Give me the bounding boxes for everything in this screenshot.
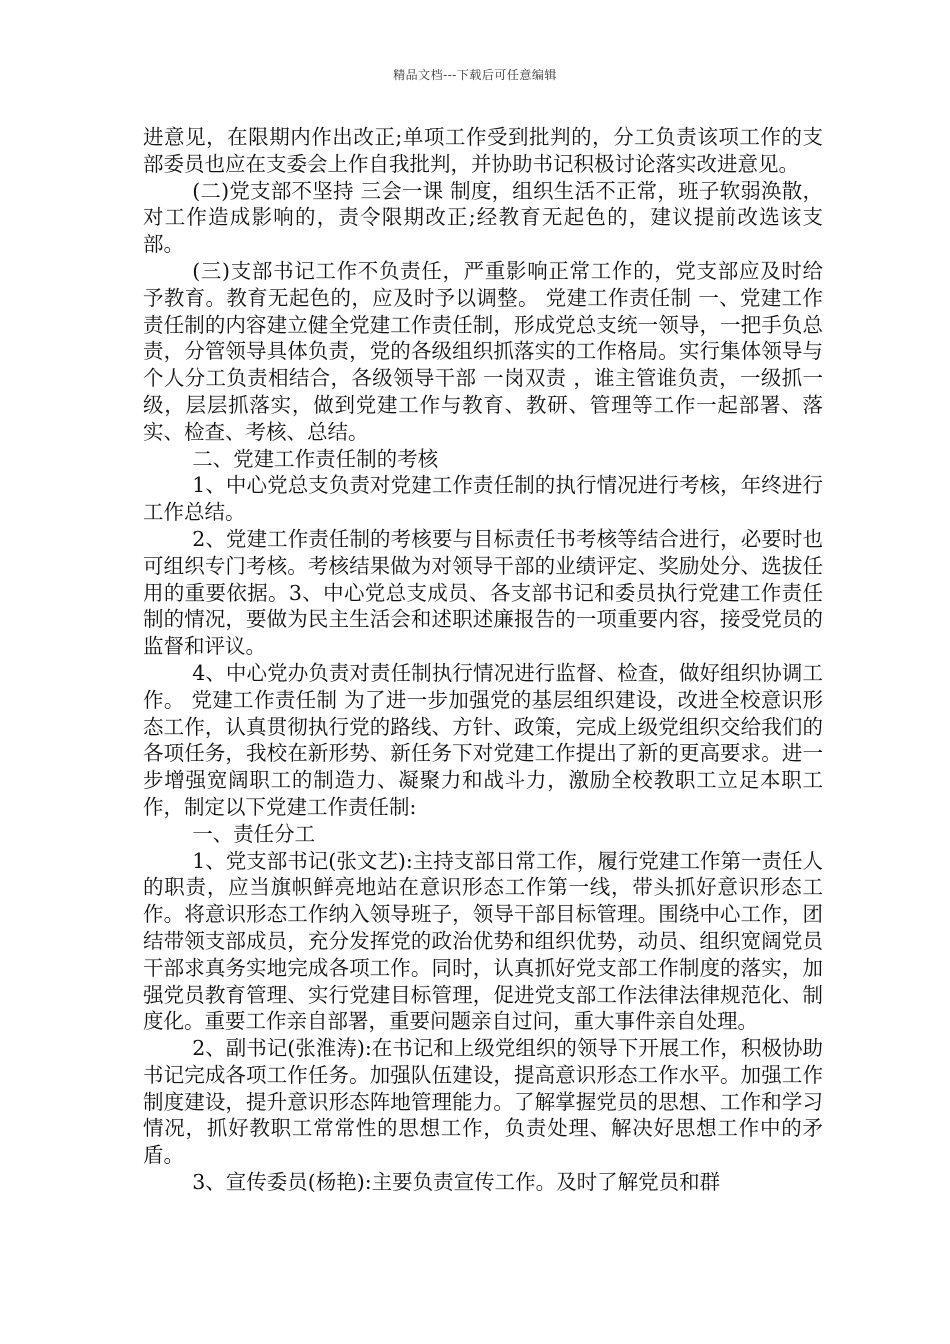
paragraph: 4、中心党办负责对责任制执行情况进行监督、检查，做好组织协调工作。 党建工作责任制 为了进一步加强党的基层组织建设，改进全校意识形态工作，认真贯彻执行党的路线、方针、政策，完成上级党组织交给我们的各项任务，我校在新形势、新任务下对党建工作提出了新的更高要求。进一步增强宽阔职工的制造力、凝聚力和战斗力，激励全校教职工立足本职工作，制定以下党建工作责任制: [143,660,823,819]
page-header: 精品文档---下载后可任意编辑 [393,68,557,82]
paragraph: 2、党建工作责任制的考核要与目标责任书考核等结合进行，必要时也可组织专门考核。考核结果做为对领导干部的业绩评定、奖励处分、选拔任用的重要依据。3、中心党总支成员、各支部书记和委员执行党建工作责任制的情况，要做为民主生活会和述职述廉报告的一项重要内容，接受党员的监督和评议。 [143,526,823,659]
paragraph: 1、中心党总支负责对党建工作责任制的执行情况进行考核，年终进行工作总结。 [143,473,823,525]
paragraph: 2、副书记(张淮涛):在书记和上级党组织的领导下开展工作，积极协助书记完成各项工作任务。加强队伍建设，提高意识形态工作水平。加强工作制度建设，提升意识形态阵地管理能力。了解掌握党员的思想、工作和学习情况，抓好教职工常常性的思想工作，负责处理、解决好思想工作中的矛盾。 [143,1036,823,1168]
paragraph: (二)党支部不坚持 三会一课 制度，组织生活不正常，班子软弱涣散，对工作造成影响的，责令限期改正;经教育无起色的，建议提前改选该支部。 [143,178,823,257]
paragraph: (三)支部书记工作不负责任，严重影响正常工作的，党支部应及时给予教育。教育无起色的，应及时予以调整。 党建工作责任制 一、党建工作责任制的内容建立健全党建工作责任制，形成党总支统一领导，一把手负总责，分管领导具体负责，党的各级组织抓落实的工作格局。实行集体领导与个人分工负责相结合，各级领导干部 一岗双责 ，谁主管谁负责，一级抓一级，层层抓落实，做到党建工作与教育、教研、管理等工作一起部署、落实、检查、考核、总结。 [143,258,823,444]
paragraph: 进意见，在限期内作出改正;单项工作受到批判的，分工负责该项工作的支部委员也应在支委会上作自我批判，并协助书记积极讨论落实改进意见。 [143,125,823,176]
paragraph: 1、党支部书记(张文艺):主持支部日常工作，履行党建工作第一责任人的职责，应当旗帜鲜亮地站在意识形态工作第一线，带头抓好意识形态工作。将意识形态工作纳入领导班子，领导干部目标管理。围绕中心工作，团结带领支部成员，充分发挥党的政治优势和组织优势，动员、组织宽阔党员干部求真务实地完成各项工作。同时，认真抓好党支部工作制度的落实，加强党员教育管理、实行党建目标管理，促进党支部工作法律法律规范化、制度化。重要工作亲自部署，重要问题亲自过问，重大事件亲自处理。 [143,848,823,1034]
document-body [143,124,823,1196]
section-heading: 一、责任分工 [192,821,316,846]
paragraph: 3、宣传委员(杨艳):主要负责宣传工作。及时了解党员和群 [192,1170,721,1195]
section-heading: 二、党建工作责任制的考核 [192,446,439,471]
